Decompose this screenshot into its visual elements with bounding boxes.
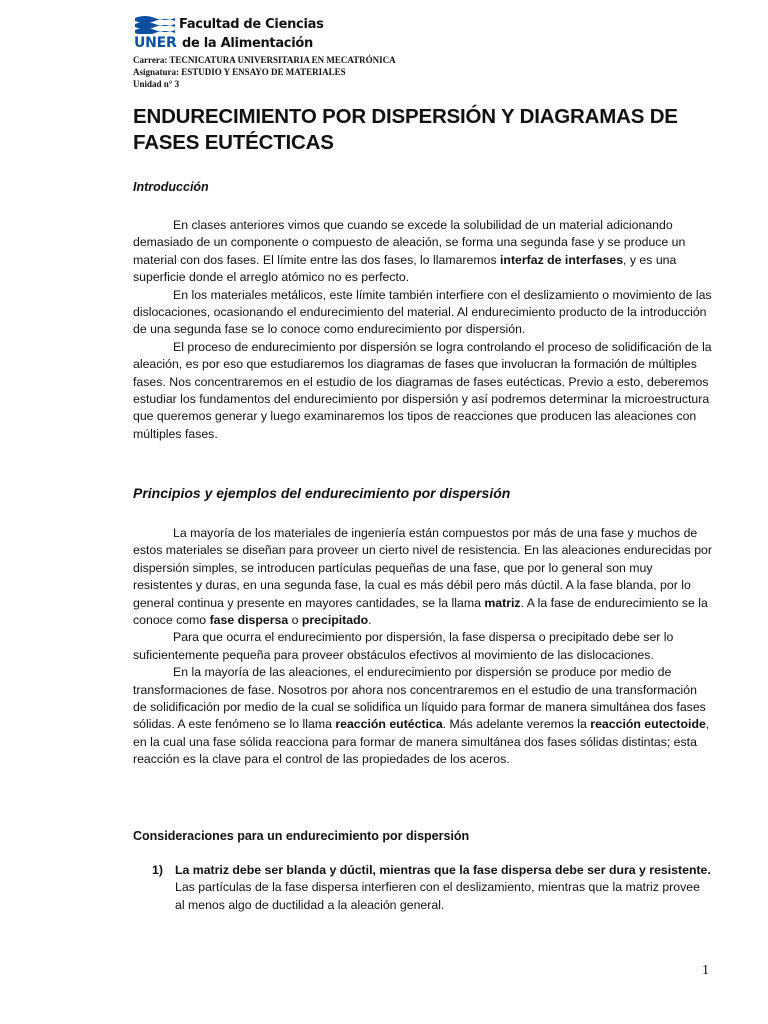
asignatura-line: Asignatura: ESTUDIO Y ENSAYO DE MATERIALES	[133, 67, 346, 77]
princ-p1-matriz: matriz	[484, 595, 521, 610]
intro-paragraph-3: El proceso de endurecimiento por dispersión se logra controlando el proceso de solidificación de la aleación, es por eso que estudiaremos los diagramas de fases que involucran la formación de múltiples fases. Nos concentraremos en el estudio de los diagramas de fases eutécticas. Previo a esto, deberemos estudiar los fundamentos del endurecimiento por dispersión y así podremos determinar la microestructura que queremos generar y luego examinaremos los tipos de reacciones que producen las aleaciones con múltiples fases.	[133, 339, 712, 441]
logo-line2-bold: Alimentación	[220, 36, 313, 51]
list-item	[152, 862, 712, 914]
princ-p1-precipitado: precipitado	[301, 613, 369, 628]
princ-p3-e: , en la cual una fase sólida reacciona para formar de manera simultánea dos fases sólidas distintas; esta reacción es la clave para el control de las propiedades de los aceros.	[133, 717, 710, 767]
carrera-line: Carrera: TECNICATURA UNIVERSITARIA EN MECATRÓNICA	[133, 55, 396, 65]
princ-p1-c: . A la fase de endurecimiento se la conoce como	[133, 595, 708, 628]
intro-p1-text-a: En clases anteriores vimos que cuando se excede la solubilidad de un material adicionando demasiado de un componente o compuesto de aleación, se forma una segunda fase y se produce un material con dos fases. El límite entre las dos fases, lo llamaremos	[133, 218, 686, 267]
logo-line2	[182, 36, 313, 51]
princ-p1-e: o	[288, 613, 302, 628]
intro-paragraph-1	[133, 217, 713, 287]
waves-logo-icon	[133, 14, 177, 34]
principios-section	[133, 525, 713, 769]
list-item-body	[175, 862, 712, 914]
princ-p1-a: La mayoría de los materiales de ingeniería están compuestos por más de una fase y muchos de estos materiales se diseñan para proveer un cierto nivel de resistencia. En las aleaciones endurecidas por dispersión simples, se introducen partículas pequeñas de una fase, que por lo general son muy resistentes y duras, en una segunda fase, la cual es más débil pero más dúctil. A la fase blanda, por lo general continua y presente en mayores cantidades, se la llama	[133, 526, 712, 610]
principios-paragraph-2: Para que ocurra el endurecimiento por dispersión, la fase dispersa o precipitado debe ser lo suficientemente pequeña para proveer obstáculos efectivos al movimiento de las dislocaciones.	[133, 630, 674, 662]
faculty-logo	[133, 14, 333, 54]
princ-p3-eutectoide: reacción eutectoide	[590, 717, 706, 732]
consideraciones-heading: Consideraciones para un endurecimiento por dispersión	[133, 829, 470, 843]
course-meta	[133, 54, 396, 90]
princ-p3-eutectica: reacción eutéctica	[335, 717, 443, 732]
logo-line2-prefix: de la	[182, 36, 217, 51]
intro-p1-text-c: , y es una superficie donde el arreglo atómico no es perfecto.	[133, 252, 677, 285]
princ-p1-fase-dispersa: fase dispersa	[209, 613, 289, 628]
list-item-number: 1)	[152, 863, 163, 877]
document-title: ENDURECIMIENTO POR DISPERSIÓN Y DIAGRAMAS DE FASES EUTÉCTICAS	[133, 105, 678, 154]
intro-section	[133, 217, 713, 443]
list-item-bold: La matriz debe ser blanda y dúctil, mientras que la fase dispersa debe ser dura y resistente.	[175, 863, 711, 877]
logo-uner: UNER	[134, 35, 177, 51]
unidad-line: Unidad n° 3	[133, 79, 180, 89]
princ-p3-c: . Más adelante veremos la	[442, 717, 591, 732]
list-item-text: Las partículas de la fase dispersa interfieren con el deslizamiento, mientras que la matriz provee al menos algo de ductilidad a la aleación general.	[175, 880, 700, 912]
intro-p1-bold: interfaz de interfases	[500, 252, 624, 267]
principios-paragraph-3	[133, 664, 713, 768]
consideraciones-list	[152, 862, 712, 914]
princ-p1-g: .	[368, 613, 372, 628]
page-number: 1	[702, 963, 709, 978]
principios-heading: Principios y ejemplos del endurecimiento por dispersión	[133, 485, 511, 501]
intro-heading: Introducción	[133, 180, 209, 194]
intro-paragraph-2: En los materiales metálicos, este límite también interfiere con el deslizamiento o movimiento de las dislocaciones, ocasionando el endurecimiento del material. Al endurecimiento producto de la introducción de una segunda fase se lo conoce como endurecimiento por dispersión.	[133, 287, 712, 337]
princ-p3-a: En la mayoría de las aleaciones, el endurecimiento por dispersión se produce por medio de transformaciones de fase. Nosotros por ahora nos concentraremos en el estudio de una transformación de solidificación por medio de la cual se solidifica un líquido para formar de manera simultánea dos fases sólidas. A este fenómeno se lo llama	[133, 665, 706, 732]
principios-paragraph-1	[133, 525, 713, 629]
logo-line1: Facultad de Ciencias	[179, 17, 324, 32]
